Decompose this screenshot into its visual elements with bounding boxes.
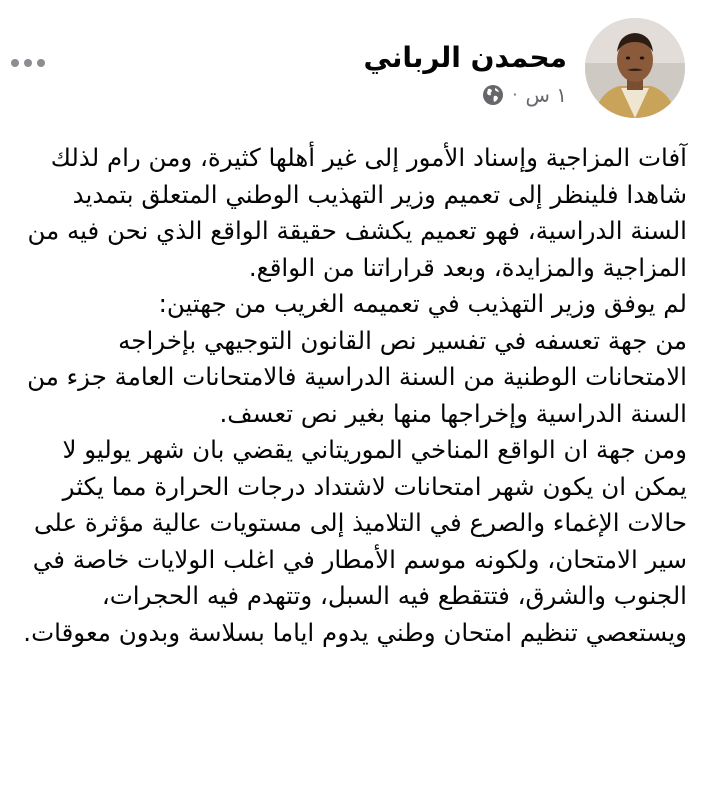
post-paragraph: من جهة تعسفه في تفسير نص القانون التوجيهي بإخراجه الامتحانات الوطنية من السنة الدراسية فالامتحانات العامة جزء من السنة الدراسية وإخراجها منها بغير نص تعسف. [27,325,687,428]
dot [37,59,45,67]
post-paragraph: لم يوفق وزير التهذيب في تعميمه الغريب من جهتين: [158,289,687,318]
avatar-photo [585,18,685,118]
author-avatar[interactable] [585,18,685,118]
post-time[interactable]: ١ س [525,83,567,107]
more-dots-icon[interactable] [6,48,50,78]
post-paragraph: آفات المزاجية وإسناد الأمور إلى غير أهلها كثيرة، ومن رام لذلك شاهدا فلينظر إلى تعميم وزير التهذيب الوطني المتعلق بتمديد السنة الدراسية، فهو تعميم يكشف حقيقة الواقع الذي نحن فيه من المزاجية والمزايدة، وبعد قراراتنا من الواقع. [27,143,687,282]
post-paragraph: ومن جهة ان الواقع المناخي الموريتاني يقضي بان شهر يوليو لا يمكن ان يكون شهر امتحانات لاشتداد درجات الحرارة مما يكثر حالات الإغماء والصرع في التلاميذ إلى مستويات عالية مؤثرة على سير الامتحان، ولكونه موسم الأمطار في اغلب الولايات خاصة في الجنوب والشرق، فتتقطع فيه السبل، وتتهدم فيه الحجرات، ويستعصي تنظيم امتحان وطني يدوم اياما بسلاسة وبدون معوقات. [23,435,687,647]
post-header [0,18,701,122]
meta-separator: · [512,85,518,104]
dot [11,59,19,67]
post-body [12,140,687,651]
author-name[interactable]: محمدن الرباني [363,41,567,74]
post-meta [482,82,567,108]
globe-icon [482,84,504,106]
dot [24,59,32,67]
